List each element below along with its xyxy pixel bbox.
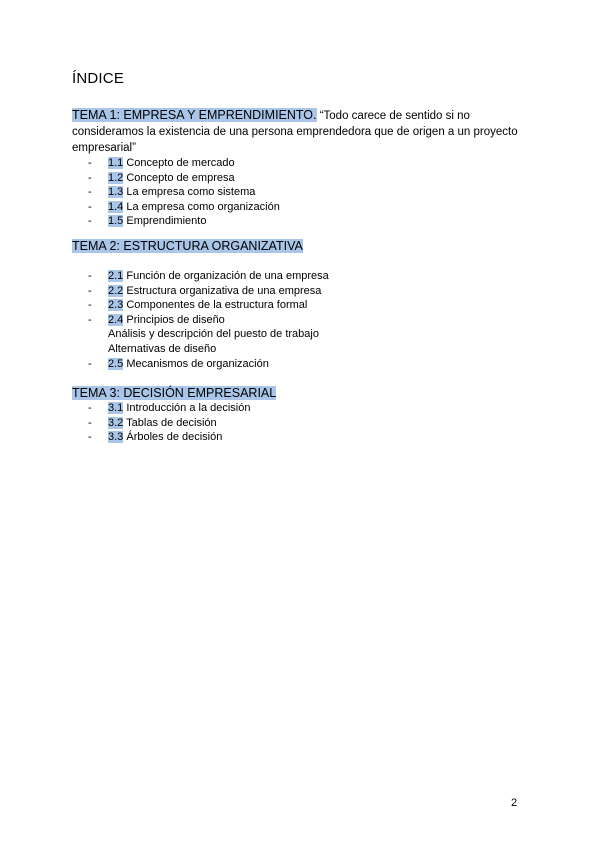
list-item xyxy=(72,416,542,431)
sub-item-text: Alternativas de diseño xyxy=(108,342,217,355)
item-number: 2.1 xyxy=(108,270,124,282)
item-text: Principios de diseño xyxy=(123,313,225,326)
list-item xyxy=(72,156,542,171)
list-dash: - xyxy=(88,157,92,169)
list-dash: - xyxy=(88,200,92,213)
list-item xyxy=(72,214,542,229)
list-dash: - xyxy=(88,357,92,370)
item-number: 2.3 xyxy=(108,299,124,312)
list-dash: - xyxy=(88,416,92,429)
list-item xyxy=(72,401,542,416)
list-dash: - xyxy=(88,431,92,444)
section-heading-paragraph xyxy=(72,239,542,254)
item-text: La empresa como organización xyxy=(123,200,280,213)
item-number: 1.3 xyxy=(108,186,124,199)
list-item xyxy=(72,171,542,186)
page-title: ÍNDICE xyxy=(72,70,125,87)
list-dash: - xyxy=(88,313,92,326)
item-number: 3.1 xyxy=(108,402,124,414)
list-item xyxy=(72,284,542,299)
item-number: 3.2 xyxy=(108,416,124,429)
list-dash: - xyxy=(88,215,92,228)
item-text: Función de organización de una empresa xyxy=(123,270,329,282)
list-dash: - xyxy=(88,171,92,184)
section-heading-tema-1: TEMA 1: EMPRESA Y EMPRENDIMIENTO. xyxy=(72,108,317,122)
section-heading-paragraph xyxy=(72,108,542,156)
item-text: Tablas de decisión xyxy=(123,416,217,429)
topic-list-tema-2 xyxy=(72,269,542,371)
item-text: Emprendimiento xyxy=(123,215,207,228)
item-text: Estructura organizativa de una empresa xyxy=(123,284,322,297)
list-dash: - xyxy=(88,270,92,282)
item-text: Concepto de mercado xyxy=(123,157,235,169)
item-number: 1.1 xyxy=(108,157,124,169)
section-tema-1 xyxy=(72,108,542,229)
section-tema-2 xyxy=(72,239,542,371)
item-number: 1.2 xyxy=(108,171,124,184)
list-item xyxy=(72,185,542,200)
item-text: Introducción a la decisión xyxy=(123,402,251,414)
list-dash: - xyxy=(88,186,92,199)
topic-list-tema-3 xyxy=(72,401,542,445)
topic-list-tema-1 xyxy=(72,156,542,229)
item-text: Componentes de la estructura formal xyxy=(123,299,308,312)
item-text: Árboles de decisión xyxy=(123,431,223,444)
item-text: La empresa como sistema xyxy=(123,186,256,199)
section-heading-tema-3: TEMA 3: DECISIÓN EMPRESARIAL xyxy=(72,386,277,400)
section-tema-3 xyxy=(72,386,542,445)
item-number: 2.2 xyxy=(108,284,124,297)
list-item xyxy=(72,357,542,372)
list-dash: - xyxy=(88,284,92,297)
list-dash: - xyxy=(88,299,92,312)
sub-item-text: Análisis y descripción del puesto de trabajo xyxy=(108,328,319,341)
item-number: 1.4 xyxy=(108,200,124,213)
list-item xyxy=(72,269,542,284)
list-item xyxy=(72,200,542,215)
item-number: 2.5 xyxy=(108,357,124,370)
list-dash: - xyxy=(88,402,92,414)
item-number: 3.3 xyxy=(108,431,124,444)
item-number: 2.4 xyxy=(108,313,124,326)
section-heading-tema-2: TEMA 2: ESTRUCTURA ORGANIZATIVA xyxy=(72,239,303,253)
list-item xyxy=(72,298,542,313)
item-text: Concepto de empresa xyxy=(123,171,235,184)
item-number: 1.5 xyxy=(108,215,124,228)
section-heading-paragraph xyxy=(72,386,542,401)
list-item xyxy=(72,430,542,445)
section-quote-tema-1: “Todo carece de sentido si no consideramos la existencia de una persona emprendedora que de origen a un proyecto empresarial” xyxy=(72,110,518,154)
page-number: 2 xyxy=(511,797,518,809)
item-text: Mecanismos de organización xyxy=(123,357,269,370)
list-item xyxy=(72,313,542,328)
